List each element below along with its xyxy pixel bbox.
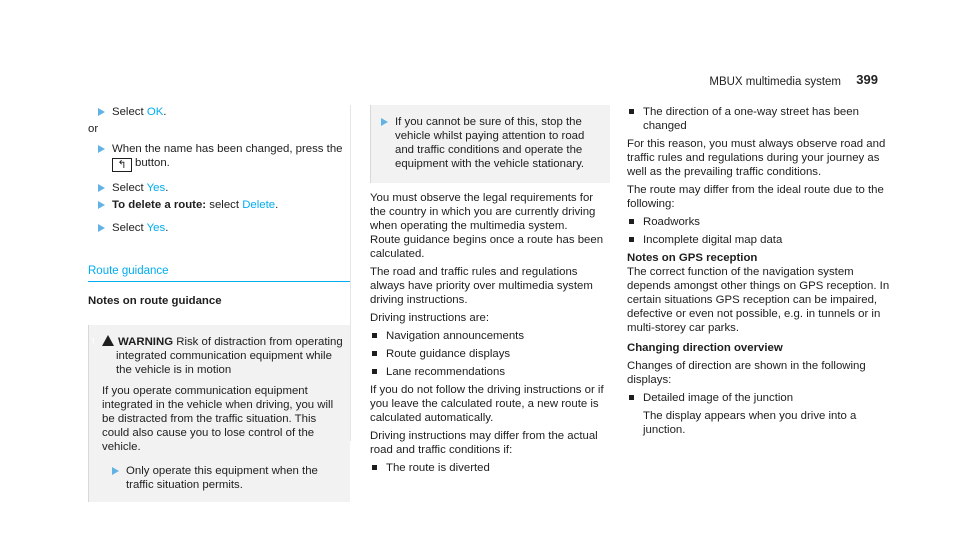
paragraph: Changes of direction are shown in the following displays: (627, 360, 866, 386)
section-title: Route guidance (88, 265, 169, 277)
list-item: The direction of a one-way street has been changed (627, 105, 892, 133)
step-delete-route: To delete a route: select Delete. (88, 198, 350, 212)
paragraph: The correct function of the navigation system depends amongst other things on GPS reception. In certain situations GPS reception can be impaired, defective or even not possible, e.g. in tunnels or in multi-storey car parks. (627, 266, 890, 334)
back-button-icon: ↰ (112, 158, 132, 172)
step-arrow-icon (98, 145, 105, 153)
subheading: Notes on route guidance (88, 295, 222, 307)
column-2 (370, 105, 610, 475)
list-item: Roadworks (627, 215, 892, 229)
paragraph: The road and traffic rules and regulations always have priority over multimedia system driving instructions. (370, 266, 593, 306)
warning-box (88, 325, 350, 502)
paragraph: You must observe the legal requirements for the country in which you are currently driving when operating the multimedia system. (370, 192, 596, 232)
paragraph: The display appears when you drive into a junction. (643, 410, 857, 436)
direction-heading: Changing direction overview (627, 342, 783, 354)
warning-box-continued (370, 105, 610, 183)
paragraph: If you do not follow the driving instructions or if you leave the calculated route, a new route is calculated automatically. (370, 384, 604, 424)
list-item: Navigation announcements (370, 329, 610, 343)
list-item: Lane recommendations (370, 365, 610, 379)
paragraph: Driving instructions are: (370, 312, 490, 324)
step-arrow-icon (98, 184, 105, 192)
step-select-ok: Select OK. (88, 105, 350, 119)
warning-body: If you operate communication equipment integrated in the vehicle when driving, you will be distracted from the traffic situation. This could also cause you to lose control of the vehicle. (102, 385, 334, 453)
paragraph: For this reason, you must always observe road and traffic rules and regulations during your journey as well as the prevailing traffic conditions. (627, 138, 886, 178)
column-3 (627, 105, 892, 437)
step-arrow-icon (98, 108, 105, 116)
list-item: Incomplete digital map data (627, 233, 892, 247)
step-arrow-icon (98, 224, 105, 232)
step-arrow-icon (112, 467, 119, 475)
paragraph: Driving instructions may differ from the actual road and traffic conditions if: (370, 430, 598, 456)
column-1 (88, 105, 350, 502)
paragraph: Route guidance begins once a route has been calculated. (370, 234, 604, 260)
step-select-yes-2: Select Yes. (88, 221, 350, 235)
warning-label: WARNING (118, 336, 174, 348)
running-header-title: MBUX multimedia system (709, 76, 841, 88)
or-separator: or (88, 123, 99, 135)
page-number: 399 (856, 72, 878, 87)
step-arrow-icon (98, 201, 105, 209)
ok-softkey-label: OK (146, 106, 164, 118)
section-divider (88, 281, 350, 282)
step-press-back: When the name has been changed, press the ↰ button. (88, 142, 350, 172)
list-item: Detailed image of the junction (627, 391, 892, 405)
list-item: The route is diverted (370, 461, 610, 475)
paragraph: The route may differ from the ideal route due to the following: (627, 184, 884, 210)
warning-step: Only operate this equipment when the traffic situation permits. (102, 464, 344, 492)
column-divider (350, 105, 351, 441)
step-arrow-icon (381, 118, 388, 126)
warning-title: Risk of distraction from operating integrated communication equipment while the vehicle is in motion (116, 336, 343, 376)
list-item: Route guidance displays (370, 347, 610, 361)
tip-step: If you cannot be sure of this, stop the vehicle whilst paying attention to road and traffic conditions and operate the equipment with the vehicle stationary. (371, 115, 602, 171)
step-select-yes: Select Yes. (88, 181, 350, 195)
warning-icon (102, 335, 114, 346)
gps-heading: Notes on GPS reception (627, 252, 758, 264)
